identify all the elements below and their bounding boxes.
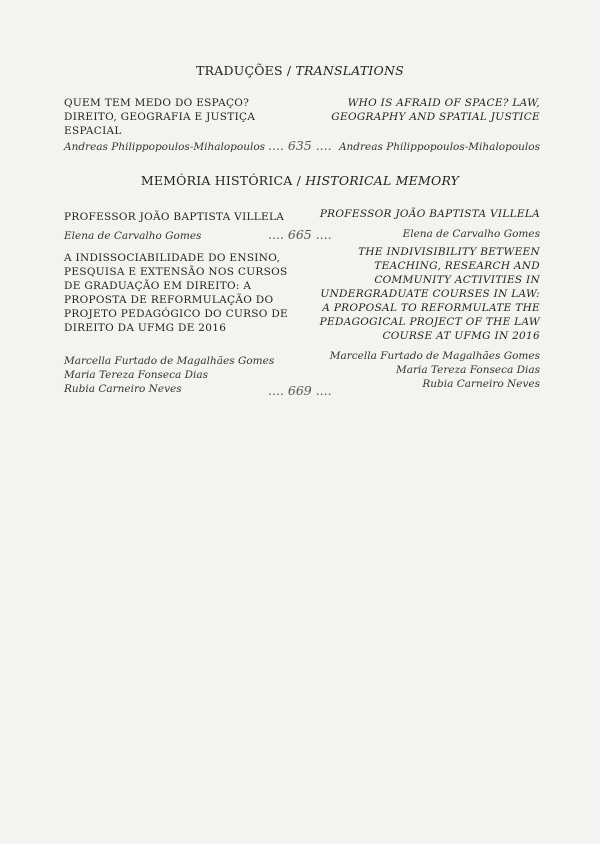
entry-space-page-number[interactable]: .... 635 .... [268,138,332,153]
section-title-en: HISTORICAL MEMORY [305,173,460,188]
entry-space-author-pt: Andreas Philippopoulos-Mihalopoulos [64,141,266,153]
entry-villela-page-number[interactable]: .... 665 .... [268,227,332,242]
entry-villela-author-en: Elena de Carvalho Gomes [402,228,540,240]
section-title-pt: TRADUÇÕES / [196,63,292,78]
section-title-memory [0,173,600,188]
entry-ufmg-title-pt[interactable]: A INDISSOCIABILIDADE DO ENSINO, PESQUISA E EXTENSÃO NOS CURSOS DE GRADUAÇÃO EM DIREITO: A PROPOSTA DE REFORMULAÇÃO DO PROJETO PEDAGÓGICO DO CURSO DE DIREITO DA UFMG DE 2016 [64,252,289,334]
entry-villela-title-pt[interactable]: PROFESSOR JOÃO BAPTISTA VILLELA [64,211,285,223]
entry-space-title-pt[interactable]: QUEM TEM MEDO DO ESPAÇO? DIREITO, GEOGRAFIA E JUSTIÇA ESPACIAL [64,97,256,137]
entry-ufmg-page-number[interactable]: .... 669 .... [268,383,332,398]
author-name: Maria Tereza Fonseca Dias [395,364,540,376]
entry-villela-title-en[interactable]: PROFESSOR JOÃO BAPTISTA VILLELA [319,208,540,220]
author-name: Rubia Carneiro Neves [64,383,182,395]
author-name: Marcella Furtado de Magalhães Gomes [64,355,275,367]
section-title-en: TRANSLATIONS [295,63,404,78]
entry-space-author-en: Andreas Philippopoulos-Mihalopoulos [338,141,540,153]
section-title-pt: MEMÓRIA HISTÓRICA / [140,173,302,188]
author-name: Maria Tereza Fonseca Dias [64,369,209,381]
entry-ufmg-authors-pt [64,354,274,396]
author-name: Rubia Carneiro Neves [422,378,540,390]
entry-villela-author-pt: Elena de Carvalho Gomes [64,230,202,242]
author-name: Marcella Furtado de Magalhães Gomes [329,350,540,362]
entry-ufmg-title-en[interactable]: THE INDIVISIBILITY BETWEEN TEACHING, RESEARCH AND COMMUNITY ACTIVITIES IN UNDERGRADUATE COURSES IN LAW: A PROPOSAL TO REFORMULATE THE PEDAGOGICAL PROJECT OF THE LAW COURSE AT UFMG IN 2016 [319,246,540,342]
entry-space-title-en[interactable]: WHO IS AFRAID OF SPACE? LAW, GEOGRAPHY AND SPATIAL JUSTICE [331,97,540,123]
section-title-translations [0,63,600,78]
entry-ufmg-authors-en [330,349,540,391]
